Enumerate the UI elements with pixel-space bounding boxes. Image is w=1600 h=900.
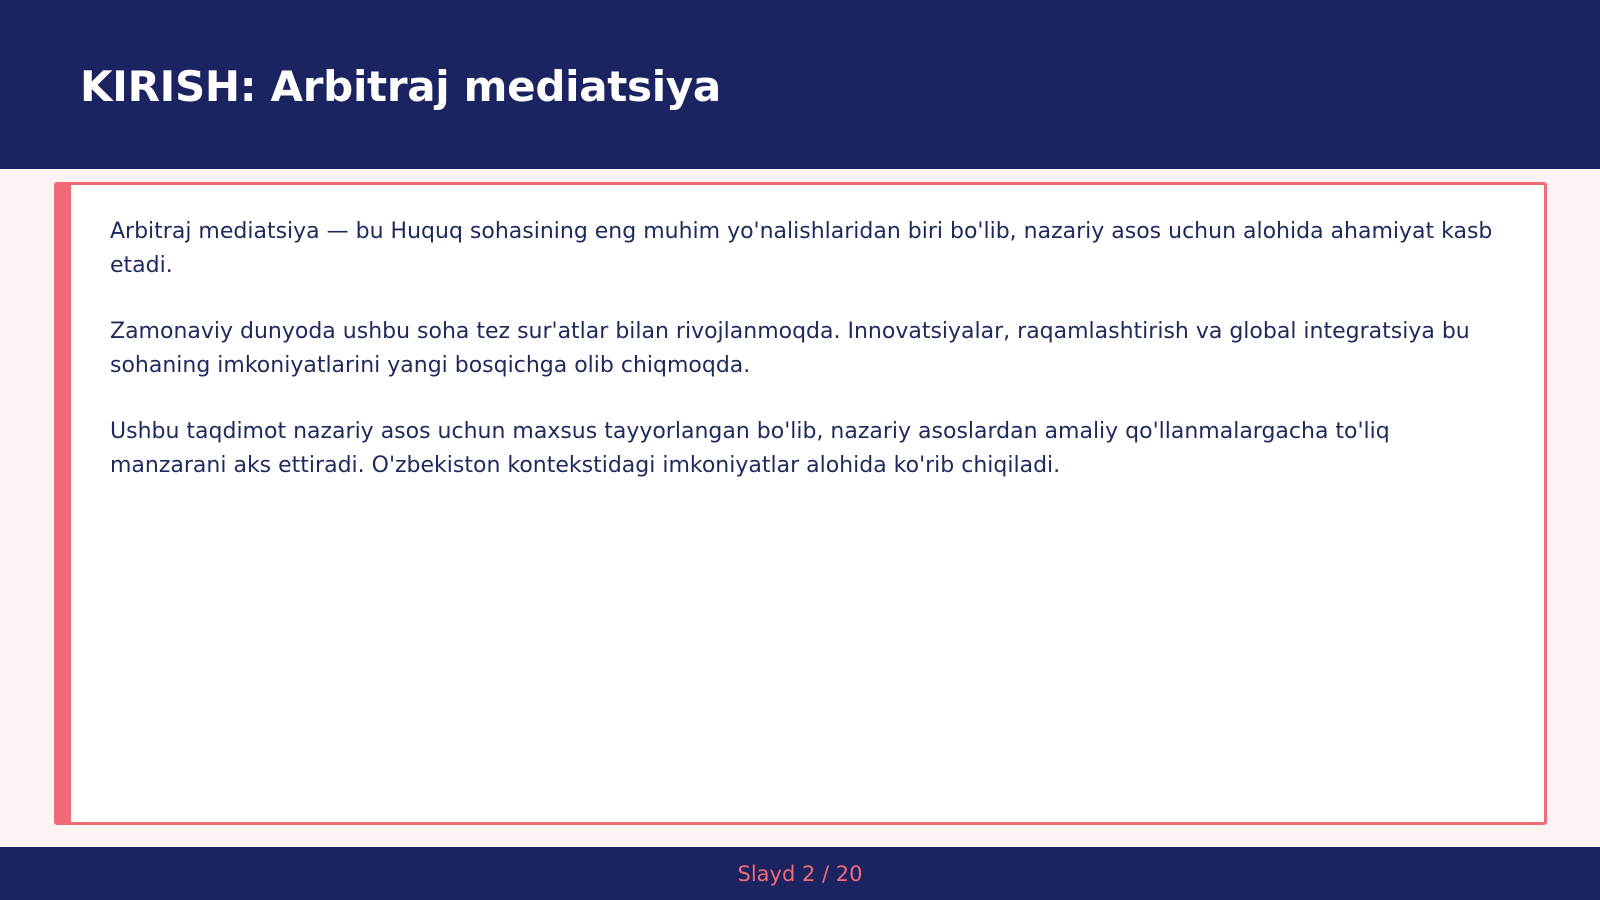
slide-number: Slayd 2 / 20 [737,862,863,886]
slide-title: KIRISH: Arbitraj mediatsiya [80,62,721,111]
content-card [54,182,1547,825]
slide-footer [0,847,1600,900]
slide-header [0,0,1600,169]
slide-body [110,215,1510,515]
paragraph-3: Ushbu taqdimot nazariy asos uchun maxsus tayyorlangan bo'lib, nazariy asoslardan amaliy qo'llanmalargacha to'liq manzarani aks ettiradi. O'zbekiston kontekstidagi imkoniyatlar alohida ko'rib chiqiladi. [110,419,1390,478]
paragraph-2: Zamonaviy dunyoda ushbu soha tez sur'atlar bilan rivojlanmoqda. Innovatsiyalar, raqamlashtirish va global integratsiya bu sohaning imkoniyatlarini yangi bosqichga olib chiqmoqda. [110,319,1470,378]
paragraph-1: Arbitraj mediatsiya — bu Huquq sohasining eng muhim yo'nalishlaridan biri bo'lib, nazariy asos uchun alohida ahamiyat kasb etadi. [110,219,1493,278]
